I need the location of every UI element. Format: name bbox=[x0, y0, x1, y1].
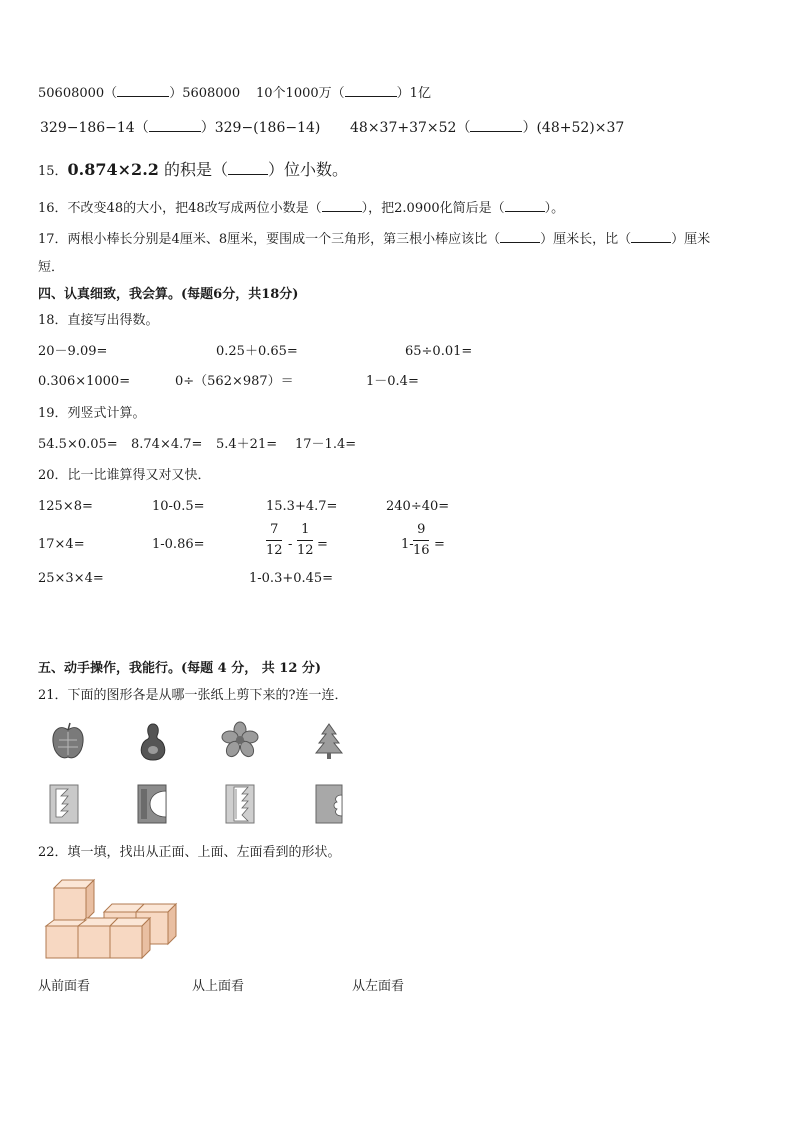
answer-blank[interactable] bbox=[631, 230, 671, 243]
fraction-9-16: 9 16 bbox=[413, 522, 430, 558]
answer-blank[interactable] bbox=[117, 84, 169, 97]
q20-item: 240÷40= bbox=[386, 499, 450, 514]
q20-item: 1-0.86= bbox=[152, 537, 205, 552]
q18-item: 65÷0.01= bbox=[405, 344, 473, 359]
answer-blank[interactable] bbox=[505, 199, 545, 212]
q20-title: 20．比一比谁算得又对又快． bbox=[38, 468, 211, 483]
answer-blank[interactable] bbox=[228, 162, 268, 175]
answer-blank[interactable] bbox=[149, 119, 201, 132]
q20-item: 25×3×4= bbox=[38, 571, 104, 586]
q18-item: 0.306×1000= bbox=[38, 374, 131, 389]
compare-right: 1亿 bbox=[409, 86, 431, 101]
flower-icon[interactable] bbox=[222, 722, 258, 758]
compare-row-1b: 10个1000万（ ）1亿 bbox=[256, 86, 431, 101]
q20-item: 15.3+4.7= bbox=[266, 499, 338, 514]
q18-item: 1－0.4= bbox=[366, 374, 419, 389]
q19-item: 5.4＋21= bbox=[216, 437, 278, 452]
q20-item: 125×8= bbox=[38, 499, 93, 514]
view-front-label: 从前面看 bbox=[38, 979, 91, 994]
q22-title: 22．填一填，找出从正面、上面、左面看到的形状。 bbox=[38, 845, 341, 860]
q20-item: 10-0.5= bbox=[152, 499, 205, 514]
answer-blank[interactable] bbox=[500, 230, 540, 243]
question-17: 17．两根小棒长分别是4厘米、8厘米，要围成一个三角形，第三根小棒应该比（ ）厘米长，比（ ）厘米 bbox=[38, 232, 711, 247]
apple-icon[interactable] bbox=[50, 722, 86, 762]
q18-title: 18．直接写出得数。 bbox=[38, 313, 159, 328]
section-4-title: 四、认真细致，我会算。(每题6分，共18分) bbox=[38, 287, 299, 302]
question-16: 16．不改变48的大小，把48改写成两位小数是（ ），把2.0900化简后是（ ）。 bbox=[38, 201, 565, 216]
paper-e2-icon[interactable] bbox=[224, 783, 256, 825]
q20-item: 17×4= bbox=[38, 537, 85, 552]
q18-item: 0÷（562×987）＝ bbox=[175, 374, 294, 389]
cube-stack-figure bbox=[44, 872, 174, 964]
answer-blank[interactable] bbox=[322, 199, 362, 212]
paper-c-icon[interactable] bbox=[136, 783, 168, 825]
compare-left: 48×37+37×52 bbox=[350, 120, 457, 136]
q17-continued: 短． bbox=[38, 260, 65, 275]
answer-blank[interactable] bbox=[345, 84, 397, 97]
fraction-7-12: 7 12 bbox=[266, 522, 283, 558]
compare-left: 50608000 bbox=[38, 86, 105, 101]
compare-row-2a: 329−186−14（ ）329−(186−14) bbox=[40, 120, 321, 136]
q19-item: 54.5×0.05= bbox=[38, 437, 118, 452]
q19-title: 19．列竖式计算。 bbox=[38, 406, 146, 421]
q21-title: 21．下面的图形各是从哪一张纸上剪下来的?连一连． bbox=[38, 688, 348, 703]
paper-e-icon[interactable] bbox=[48, 783, 80, 825]
question-15: 15．0.874×2.2 的积是（ ）位小数。 bbox=[38, 160, 349, 179]
q19-item: 8.74×4.7= bbox=[131, 437, 203, 452]
compare-row-1a: 50608000（ ）5608000 bbox=[38, 86, 241, 101]
view-top-label: 从上面看 bbox=[192, 979, 245, 994]
q19-item: 17－1.4= bbox=[295, 437, 357, 452]
q18-item: 20－9.09= bbox=[38, 344, 108, 359]
compare-left: 329−186−14 bbox=[40, 120, 135, 136]
tree-icon[interactable] bbox=[314, 722, 344, 760]
fraction-1-12: 1 12 bbox=[297, 522, 314, 558]
q20-item: 1-0.3+0.45= bbox=[249, 571, 334, 586]
q15-expression: 0.874×2.2 bbox=[67, 160, 159, 179]
section-5-title: 五、动手操作，我能行。(每题 4 分， 共 12 分) bbox=[38, 661, 322, 676]
view-left-label: 从左面看 bbox=[352, 979, 405, 994]
compare-right: 5608000 bbox=[182, 86, 241, 101]
q18-item: 0.25＋0.65= bbox=[216, 344, 298, 359]
compare-right: (48+52)×37 bbox=[536, 120, 625, 136]
paper-flower-cut-icon[interactable] bbox=[314, 783, 346, 825]
compare-right: 329−(186−14) bbox=[214, 120, 321, 136]
compare-row-2b: 48×37+37×52（ ）(48+52)×37 bbox=[350, 120, 625, 136]
gourd-icon[interactable] bbox=[138, 722, 168, 762]
answer-blank[interactable] bbox=[470, 119, 522, 132]
compare-left: 10个1000万 bbox=[256, 86, 332, 101]
